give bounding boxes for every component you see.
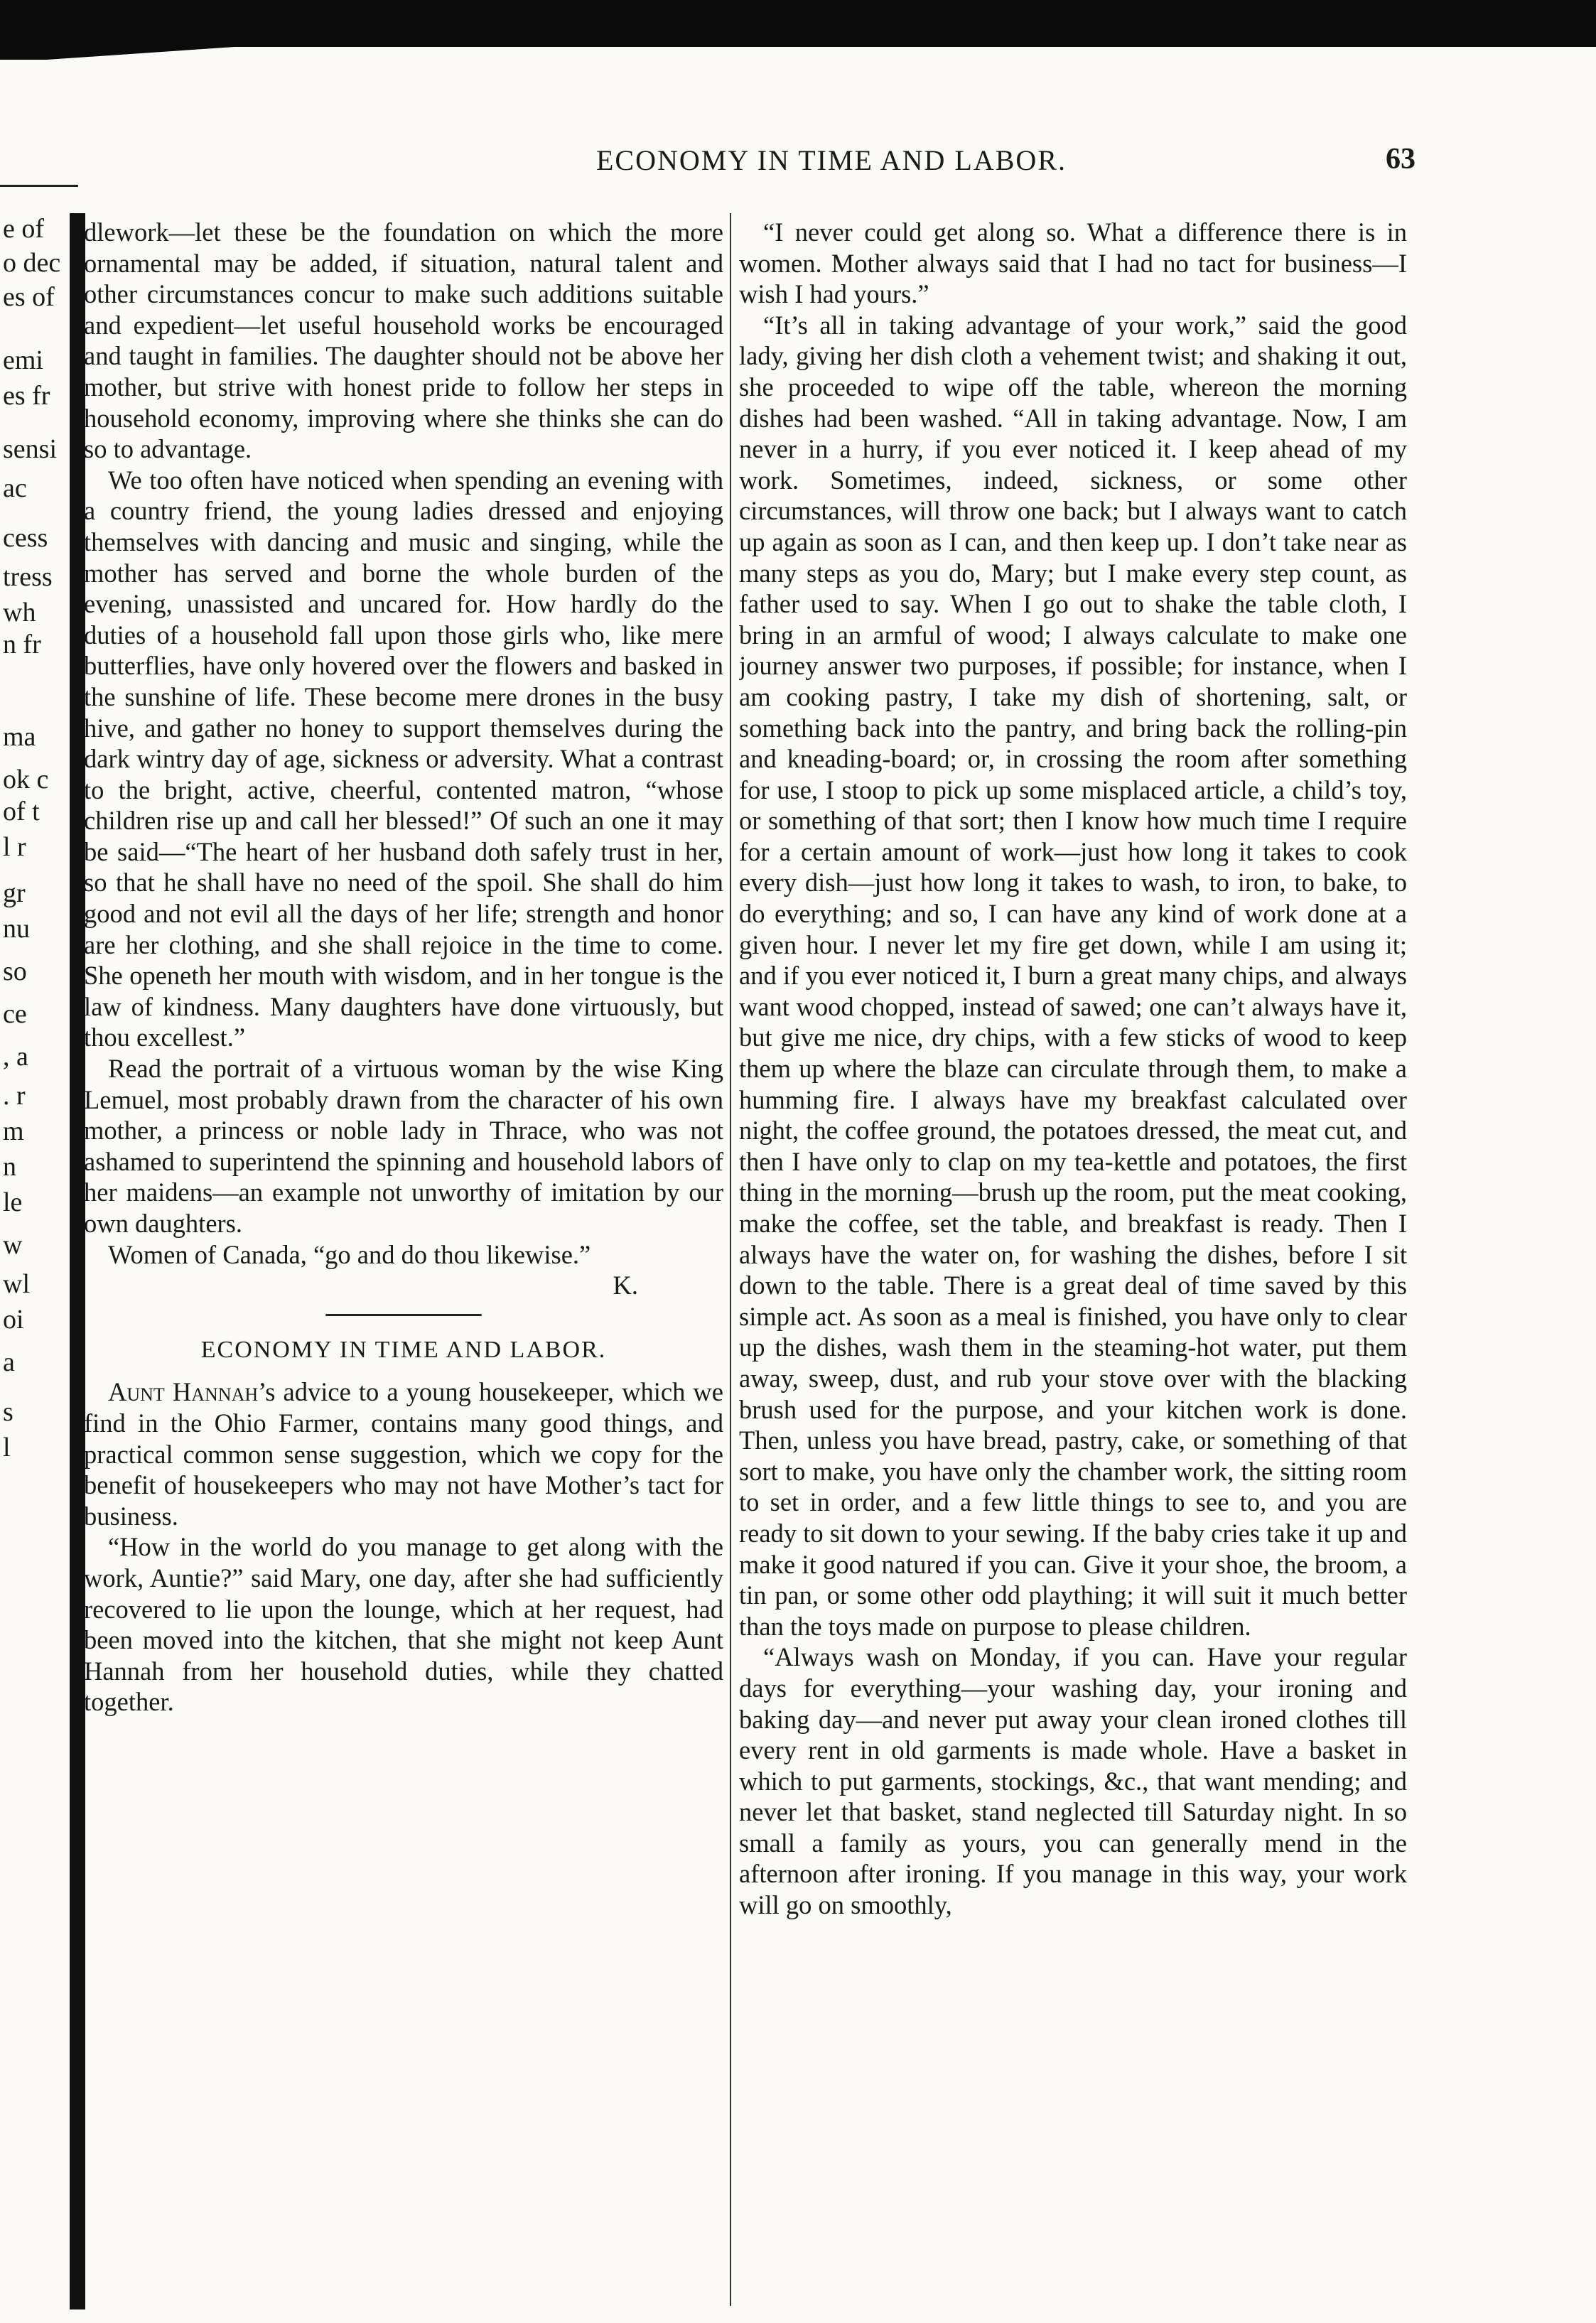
gutter-fragment: le [3,1187,23,1217]
gutter-fragment: a [3,1347,15,1377]
gutter-fragment: l [3,1433,11,1462]
gutter-fragment: ok c [3,765,49,794]
gutter-fragment: m [3,1116,24,1146]
gutter-fragment: s [3,1397,14,1427]
gutter-fragment: wl [3,1269,30,1299]
ornamental-rule [325,1314,482,1316]
gutter-fragment: ma [3,722,36,752]
running-title: ECONOMY IN TIME AND LABOR. [596,144,1067,176]
paragraph: “Always wash on Monday, if you can. Have your regular days for everything—your washing day, your ironing and baking day—and never put away your clean ironed clothes till every rent in old garments is made whole. Have a basket in which to put garments, stockings, &c., that want mending; and never let that basket, stand neglected till Saturday night. In so small a family as yours, you can generally mend in the afternoon after ironing. If you manage in this way, your work will go on smoothly, [739,1642,1407,1920]
paragraph-text: ’s advice to a young housekeeper, which we find in the Ohio Farmer, contains many good things, and practical common sense suggestion, which we copy for the benefit of housekeepers who may not have Mother’s tact for business. [84,1377,723,1531]
gutter-fragment: ce [3,999,27,1029]
paragraph: “It’s all in taking advantage of your work,” said the good lady, giving her dish cloth a vehement twist; and shaking it out, she proceeded to wipe off the table, whereon the morning dishes had been washed. “All in taking advantage. Now, I am never in a hurry, if you ever noticed it. I keep ahead of my work. Sometimes, indeed, sickness, or some other circumstances, will throw one back; but I always want to catch up again as soon as I can, and then keep up. I don’t take near as many steps as you do, Mary; but I make every step count, as father used to say. When I go out to shake the table cloth, I bring in an armful of wood; I always calculate to make one journey answer two purposes, if possible; for instance, when I am cooking pastry, I take my dish of shortening, salt, or something back into the pantry, and bring back the rolling-pin and kneading-board; or, in crossing the room after something for use, I stoop to pick up some misplaced article, a child’s toy, or something of that sort; then I know how much time I require for a certain amount of work—just how long it takes to cook every dish—just how long it takes to wash, to iron, to bake, to do everything; and so, I can have any kind of work done at a given hour. I never let my fire get down, while I am using it; and if you ever noticed it, I burn a great many chips, and always want wood chopped, instead of sawed; one can’t always have it, but give me nice, dry chips, with a few sticks of wood to keep them up where the blaze can circulate through them, to make a humming fire. I always have my breakfast calculated over night, the coffee ground, the potatoes dressed, the meat cut, and then I have only to clap on my tea-kettle and potatoes, the first thing in the morning—brush up the room, put the meat cooking, make the coffee, set the table, and breakfast is ready. Then I always have the water on, for washing the dishes, before I sit down to the table. There is a great deal of time saved by this simple act. As soon as a meal is finished, you have only to clear up the dishes, wash them in the steaming-hot water, put them away, sweep, dust, and rub your stove over with the blacking brush used for the purpose, and your kitchen work is done. Then, unless you have bread, pastry, cake, or something of that sort to make, you have only the chamber work, the sitting room to set in order, and a few little things to see to, and you are ready to sit down to your sewing. If the baby cries take it up and make it good natured if you can. Give it your shoe, the broom, a tin pan, or some other odd plaything; it will suit it much better than the toys made on purpose to please children. [739,310,1407,1641]
page-number: 63 [1386,143,1416,176]
paragraph: Women of Canada, “go and do thou likewise.” [108,1239,591,1269]
gutter-fragment: l r [3,832,26,862]
gutter-fragment: wh [3,598,36,627]
left-column [84,217,723,2313]
paragraph [84,1376,723,1531]
binding-shadow [70,213,85,2309]
gutter-fragment: o dec [3,248,61,278]
gutter-fragment: . r [3,1081,26,1111]
gutter-fragment: n [3,1152,16,1182]
paragraph: dlework—let these be the foundation on which the more ornamental may be added, if situation, natural talent and other circumstances concur to make such additions suitable and expedient—let useful household works be encouraged and taught in families. The daughter should not be above her mother, but strive with honest pride to follow her steps in household economy, improving where she thinks she can do so to advantage. [84,217,723,464]
page-top-border-tail [0,47,234,60]
paragraph: “I never could get along so. What a difference there is in women. Mother always said that I had no tact for business—I wish I had yours.” [739,217,1407,309]
gutter-fragment: es fr [3,381,50,411]
gutter-fragment: gr [3,878,26,908]
paragraph: Read the portrait of a virtuous woman by the wise King Lemuel, most probably drawn from the character of his own mother, a princess or noble lady in Thrace, who was not ashamed to superintend the spinning and household labors of her maidens—an example not unworthy of imitation by our own daughters. [84,1054,723,1238]
paragraph: We too often have noticed when spending an evening with a country friend, the young ladies dressed and enjoying themselves with dancing and music and singing, while the mother has served and borne the whole burden of the evening, unassisted and uncared for. How hardly do the duties of a household fall upon those girls who, like mere butterflies, have only hovered over the flowers and basked in the sunshine of life. These become mere drones in the busy hive, and gather no honey to support themselves during the dark wintry day of age, sickness or adversity. What a contrast to the bright, active, cheerful, contented matron, “whose children rise up and call her blessed!” Of such an one it may be said—“The heart of her husband doth safely trust in her, so that he shall have no need of the spoil. She shall do him good and not evil all the days of her life; strength and honor are her clothing, and she shall rejoice in the time to come. She openeth her mouth with wisdom, and in her tongue is the law of kindness. Many daughters have done virtuously, but thou excellest.” [84,465,723,1052]
header-rule [0,185,78,187]
gutter-fragment: oi [3,1305,24,1335]
gutter-fragment: so [3,956,27,986]
gutter-fragment: , a [3,1042,28,1072]
section-lead: Aunt Hannah [108,1377,259,1407]
gutter-fragment: emi [3,345,43,375]
gutter-fragment: tress [3,562,53,592]
gutter-fragment: w [3,1230,23,1260]
gutter-fragment: nu [3,914,30,944]
section-title: ECONOMY IN TIME AND LABOR. [200,1336,607,1363]
column-divider [730,213,731,2306]
page-top-border [0,0,1596,47]
right-column [739,217,1407,2313]
gutter-fragment: sensi [3,434,57,464]
gutter-fragment: of t [3,797,40,826]
gutter-fragment: n fr [3,630,41,659]
gutter-fragment: e of [3,214,45,244]
signature: K. [613,1271,638,1300]
gutter-fragment: ac [3,473,27,503]
paragraph: “How in the world do you manage to get along with the work, Auntie?” said Mary, one day, after she had sufficiently recovered to lie upon the lounge, which at her request, had been moved into the kitchen, that she might not keep Aunt Hannah from her household duties, while they chatted together. [84,1532,723,1717]
gutter-fragment: cess [3,523,48,553]
gutter-fragment: es of [3,282,55,312]
